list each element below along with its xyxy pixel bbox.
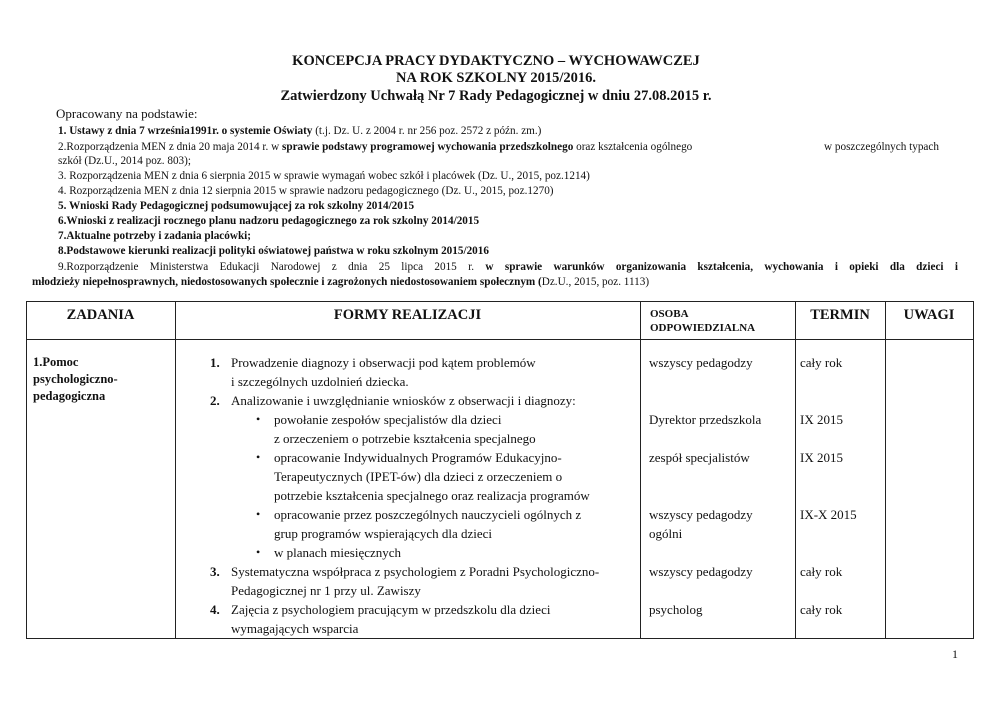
form-item-4-line-2: wymagających wsparcia [231, 621, 359, 636]
source-item-9-a: 9.Rozporządzenie Ministerstwa Edukacji Narodowej z dnia 25 lipca 2015 r. [58, 261, 486, 273]
source-item-1 [58, 124, 541, 138]
source-item-2-d: w poszczególnych typach [824, 141, 939, 153]
source-item-9-b: w sprawie warunków organizowania kształcenia, wychowania i opieki dla dzieci i [485, 261, 958, 273]
source-item-4: 4. Rozporządzenia MEN z dnia 12 sierpnia 2015 w sprawie nadzoru pedagogicznego (Dz. U., 2015, poz.1270) [58, 185, 554, 197]
table-border-left [26, 301, 27, 639]
source-item-7: 7.Aktualne potrzeby i zadania placówki; [58, 230, 251, 242]
bullet-icon: • [256, 507, 261, 521]
bullet-icon: • [256, 412, 261, 426]
document-title-line2: NA ROK SZKOLNY 2015/2016. [395, 70, 597, 86]
document-title-approval: Zatwierdzony Uchwałą Nr 7 Rady Pedagogicznej w dniu 27.08.2015 r. [280, 88, 712, 104]
responsible-4-line-1: wszyscy pedagodzy [649, 507, 753, 522]
table-col-divider-1 [175, 301, 176, 639]
form-bullet-3-line-2: grup programów wspierających dla dzieci [274, 526, 493, 541]
task-line-3: pedagogiczna [33, 389, 106, 403]
source-item-5: 5. Wnioski Rady Pedagogicznej podsumowującej za rok szkolny 2014/2015 [58, 200, 415, 212]
term-5: cały rok [800, 564, 843, 579]
form-number-1: 1. [210, 355, 220, 370]
source-item-1-rest: (t.j. Dz. U. z 2004 r. nr 256 poz. 2572 z późn. zm.) [312, 125, 542, 137]
form-bullet-4: w planach miesięcznych [274, 545, 402, 560]
source-item-9-cont-bold: młodzieży niepełnosprawnych, niedostosowanych społecznie i zagrożonych niedostosowaniem społecznym ( [32, 276, 542, 288]
table-col-divider-2 [640, 301, 641, 639]
form-bullet-1-line-2: z orzeczeniem o potrzebie kształcenia specjalnego [274, 431, 536, 446]
form-bullet-2-line-1: opracowanie Indywidualnych Programów Edukacyjno- [274, 450, 562, 465]
table-col-divider-3 [795, 301, 796, 639]
page-number: 1 [952, 647, 958, 661]
form-item-1-line-2: i szczególnych uzdolnień dziecka. [231, 374, 409, 389]
table-header-divider [26, 339, 974, 340]
form-item-4-line-1: Zajęcia z psychologiem pracującym w przedszkolu dla dzieci [231, 602, 551, 617]
table-border-right [973, 301, 974, 639]
source-item-3: 3. Rozporządzenia MEN z dnia 6 sierpnia 2015 w sprawie wymagań wobec szkół i placówek (Dz. U., 2015, poz.1214) [58, 170, 590, 182]
term-4: IX-X 2015 [800, 507, 857, 522]
source-item-9-cont-rest: Dz.U., 2015, poz. 1113) [541, 276, 650, 288]
header-osoba: OSOBA [650, 308, 689, 320]
basis-label: Opracowany na podstawie: [56, 106, 198, 121]
form-item-1-line-1: Prowadzenie diagnozy i obserwacji pod kątem problemów [231, 355, 536, 370]
source-item-2-c: oraz kształcenia ogólnego [573, 141, 693, 153]
header-termin: TERMIN [810, 307, 870, 323]
source-item-9-cont [32, 275, 649, 289]
plan-table [26, 301, 974, 639]
responsible-4-line-2: ogólni [649, 526, 683, 541]
header-odpowiedzialna: ODPOWIEDZIALNA [650, 322, 756, 334]
source-item-2-b: sprawie podstawy programowej wychowania przedszkolnego [282, 141, 574, 153]
source-item-6: 6.Wnioski z realizacji rocznego planu nadzoru pedagogicznego za rok szkolny 2014/2015 [58, 215, 480, 227]
source-item-2-a: 2.Rozporządzenia MEN z dnia 20 maja 2014 r. w [58, 141, 282, 153]
form-number-3: 3. [210, 564, 220, 579]
form-bullet-1-line-1: powołanie zespołów specjalistów dla dzieci [274, 412, 502, 427]
term-3: IX 2015 [800, 450, 843, 465]
task-line-1: 1.Pomoc [33, 355, 79, 369]
table-col-divider-4 [885, 301, 886, 639]
document-title-line1: KONCEPCJA PRACY DYDAKTYCZNO – WYCHOWAWCZEJ [292, 53, 700, 69]
term-2: IX 2015 [800, 412, 843, 427]
task-line-2: psychologiczno- [33, 372, 118, 386]
form-bullet-2-line-2: Terapeutycznych (IPET-ów) dla dzieci z orzeczeniem o [274, 469, 563, 484]
source-item-9 [58, 260, 958, 274]
header-uwagi: UWAGI [903, 307, 955, 323]
source-item-2-cont: szkół (Dz.U., 2014 poz. 803); [58, 155, 191, 167]
source-item-8: 8.Podstawowe kierunki realizacji polityki oświatowej państwa w roku szkolnym 2015/2016 [58, 245, 489, 257]
term-6: cały rok [800, 602, 843, 617]
header-formy-realizacji: FORMY REALIZACJI [333, 307, 482, 323]
responsible-5: wszyscy pedagodzy [649, 564, 753, 579]
responsible-2: Dyrektor przedszkola [649, 412, 762, 427]
bullet-icon: • [256, 450, 261, 464]
form-number-2: 2. [210, 393, 220, 408]
header-zadania: ZADANIA [66, 307, 135, 323]
responsible-6: psycholog [649, 602, 703, 617]
term-1: cały rok [800, 355, 843, 370]
table-border-bottom [26, 638, 974, 639]
bullet-icon: • [256, 545, 261, 559]
source-item-2 [58, 140, 692, 154]
form-bullet-2-line-3: potrzebie kształcenia specjalnego oraz realizacja programów [274, 488, 590, 503]
form-number-4: 4. [210, 602, 220, 617]
form-item-2: Analizowanie i uwzględnianie wniosków z obserwacji i diagnozy: [231, 393, 576, 408]
responsible-1: wszyscy pedagodzy [649, 355, 753, 370]
table-border-top [26, 301, 974, 302]
form-item-3-line-1: Systematyczna współpraca z psychologiem z Poradni Psychologiczno- [231, 564, 600, 579]
form-item-3-line-2: Pedagogicznej nr 1 przy ul. Zawiszy [231, 583, 421, 598]
form-bullet-3-line-1: opracowanie przez poszczególnych nauczycieli ogólnych z [274, 507, 582, 522]
responsible-3: zespół specjalistów [649, 450, 750, 465]
source-item-1-bold: 1. Ustawy z dnia 7 września1991r. o systemie Oświaty [58, 125, 313, 137]
